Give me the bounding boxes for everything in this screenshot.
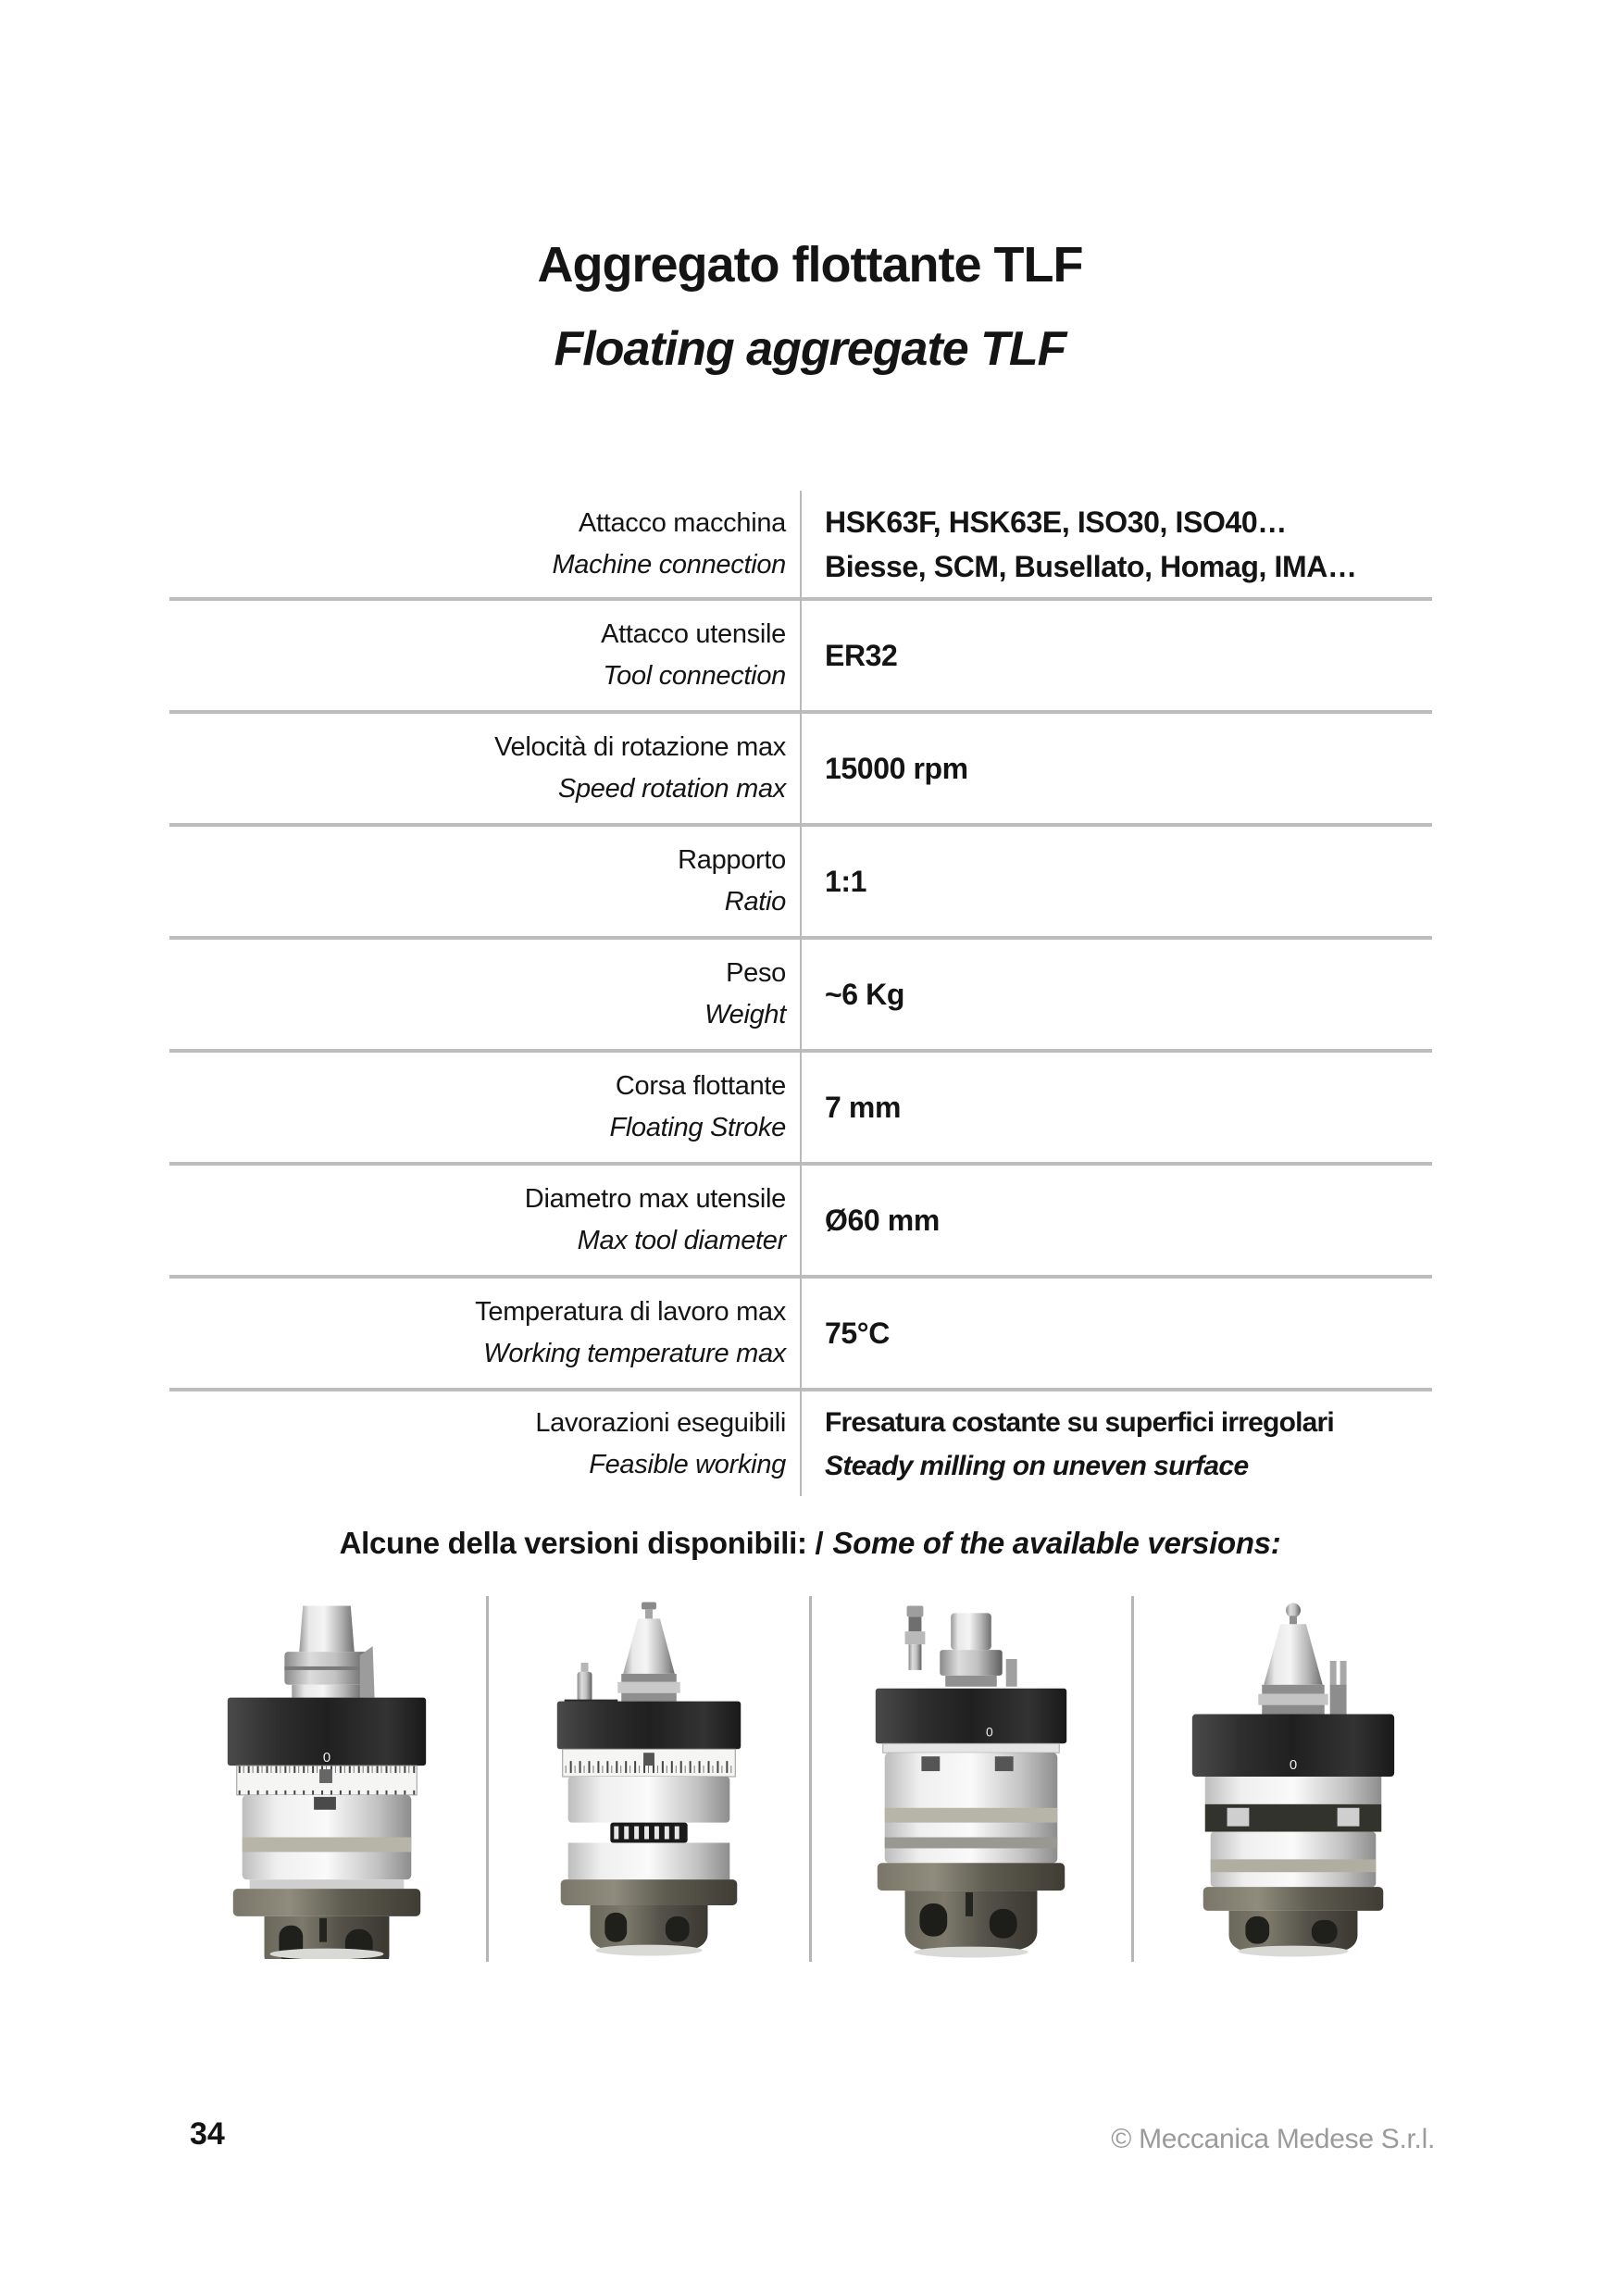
- spec-label-cell: [169, 727, 801, 810]
- spec-value: HSK63F, HSK63E, ISO30, ISO40…: [825, 505, 1287, 539]
- spec-label-en: Ratio: [724, 887, 786, 917]
- spec-value: 7 mm: [825, 1091, 901, 1124]
- spec-label-it: Peso: [726, 958, 786, 988]
- dial-zero-label: 0: [322, 1750, 330, 1766]
- copyright-notice: © Meccanica Medese S.r.l.: [1111, 2124, 1435, 2154]
- spec-label-en: Speed rotation max: [557, 774, 786, 804]
- spec-table: [169, 491, 1432, 1496]
- version-photo-3: [812, 1596, 1134, 1962]
- aggregate-photo-2: [530, 1600, 768, 1959]
- spec-value: 15000 rpm: [825, 752, 968, 785]
- spec-label-it: Attacco macchina: [578, 507, 786, 538]
- version-photo-2: [489, 1596, 811, 1962]
- spec-value-cell: [801, 1311, 1432, 1355]
- version-photo-1: [167, 1596, 489, 1962]
- aggregate-photo-3: [852, 1600, 1090, 1959]
- spec-label-it: Attacco utensile: [601, 619, 786, 649]
- spec-label-cell: [169, 1403, 801, 1486]
- versions-heading-english: Some of the available versions:: [832, 1526, 1281, 1560]
- aggregate-photo-1: [207, 1600, 446, 1959]
- spec-label-it: Corsa flottante: [615, 1071, 786, 1101]
- spec-value-cell: [801, 746, 1432, 791]
- spec-value-cell: [801, 1198, 1432, 1242]
- spec-label-cell: [169, 953, 801, 1036]
- spec-value-cell: [801, 972, 1432, 1017]
- spec-value: 75°C: [825, 1316, 890, 1350]
- spec-label-it: Velocità di rotazione max: [494, 732, 786, 762]
- version-photo-4: [1134, 1596, 1453, 1962]
- spec-label-it: Diametro max utensile: [524, 1184, 786, 1214]
- aggregate-photo-4: [1174, 1600, 1413, 1959]
- spec-value: 1:1: [825, 865, 867, 898]
- dial-zero-label: 0: [986, 1723, 993, 1739]
- spec-label-en: Max tool diameter: [577, 1226, 786, 1255]
- spec-value-cell: [801, 500, 1432, 589]
- spec-value-cell: [801, 633, 1432, 678]
- spec-value-en: Steady milling on uneven surface: [825, 1450, 1249, 1481]
- spec-label-cell: [169, 503, 801, 586]
- spec-label-en: Working temperature max: [483, 1339, 786, 1368]
- versions-heading-italian: Alcune della versioni disponibili: /: [339, 1526, 824, 1560]
- spec-value: Fresatura costante su superfici irregolari: [825, 1406, 1334, 1438]
- spec-value: ER32: [825, 639, 898, 672]
- spec-label-en: Machine connection: [552, 549, 786, 580]
- page-number: 34: [190, 2116, 225, 2152]
- spec-value: ~6 Kg: [825, 978, 905, 1011]
- dial-zero-label: 0: [1290, 1757, 1298, 1773]
- spec-label-cell: [169, 1292, 801, 1375]
- title-block: [0, 239, 1620, 374]
- spec-value-cell: [801, 1085, 1432, 1129]
- spec-value-cell: [801, 859, 1432, 904]
- spec-label-it: Rapporto: [678, 845, 786, 875]
- spec-label-it: Lavorazioni eseguibili: [535, 1407, 786, 1438]
- spec-label-cell: [169, 840, 801, 923]
- versions-heading: [0, 1526, 1620, 1561]
- spec-label-cell: [169, 1066, 801, 1149]
- spec-label-cell: [169, 1179, 801, 1262]
- spec-label-en: Feasible working: [589, 1449, 786, 1479]
- spec-label-en: Weight: [704, 1000, 786, 1029]
- page-title-english: Floating aggregate TLF: [554, 322, 1066, 376]
- spec-label-en: Tool connection: [603, 661, 786, 691]
- column-divider: [800, 491, 802, 1496]
- spec-value-line2: Biesse, SCM, Busellato, Homag, IMA…: [825, 549, 1357, 583]
- spec-value-cell: [801, 1401, 1432, 1488]
- version-photos-strip: [167, 1596, 1453, 1962]
- spec-label-en: Floating Stroke: [609, 1113, 786, 1142]
- spec-value: Ø60 mm: [825, 1204, 940, 1237]
- spec-label-it: Temperatura di lavoro max: [475, 1297, 786, 1327]
- spec-label-cell: [169, 614, 801, 697]
- page-title-italian: Aggregato flottante TLF: [537, 237, 1083, 293]
